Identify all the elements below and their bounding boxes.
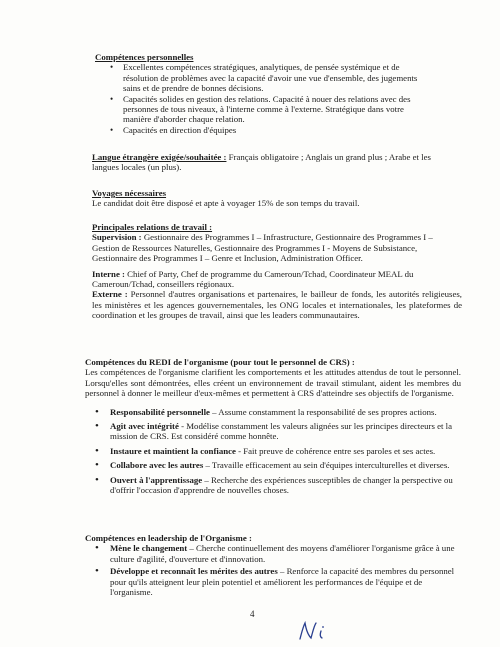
voyages-heading: Voyages nécessaires [92, 188, 167, 198]
section-redi [85, 357, 461, 495]
redi-item-title: Ouvert à l'apprentissage [110, 474, 203, 485]
redi-heading: Compétences du REDI de l'organisme (pour tout le personnel de CRS) : [85, 357, 355, 367]
supervision-text: Gestionnaire des Programmes I – Infrastructure, Gestionnaire des Programmes I – Gestion de Ressources Naturelles, Gestionnaire des Programmes I - Moyens de Subsistance, Gestionnaire des Programmes I – Genre et Inclusion, Administration Officer. [92, 232, 433, 264]
bullet-text: Excellentes compétences stratégiques, analytiques, de pensée systémique et de résolution de problèmes avec la capacité d'avoir une vue d'ensemble, des jugements sains et de prendre de bonnes décisions. [123, 62, 418, 94]
section-relations [92, 222, 462, 321]
leadership-item-text: – Renforce la capacité des membres du personnel pour qu'ils atteignent leur plein potentiel et améliorent les performances de l'équipe et de l'organisme. [110, 566, 455, 598]
bullet-icon: • [110, 62, 114, 73]
externe-paragraph [92, 289, 462, 320]
redi-item [95, 473, 461, 496]
leadership-item-text: – Cherche continuellement des moyens d'améliorer l'organisme grâce à une culture d'agilité, d'ouverture et d'innovation. [110, 543, 455, 564]
redi-item-text: - Fait preuve de cohérence entre ses paroles et ses actes. [235, 445, 436, 456]
leadership-heading: Compétences en leadership de l'Organisme : [85, 533, 252, 543]
bullet-item [110, 124, 430, 135]
bullet-item [110, 93, 430, 125]
leadership-item [95, 542, 461, 564]
relations-heading: Principales relations de travail : [92, 222, 213, 232]
voyages-text: Le candidat doit être disposé et apte à voyager 15% de son temps du travail. [92, 198, 360, 209]
redi-item-text: – Recherche des expériences susceptibles de changer la perspective ou d'offrir l'occasion d'apprendre de nouvelles choses. [110, 474, 453, 496]
redi-item [95, 444, 461, 457]
interne-paragraph [92, 269, 462, 290]
interne-text: Chief of Party, Chef de programme du Cameroun/Tchad, Coordinateur MEAL du Cameroun/Tchad, conseillers régionaux. [92, 268, 414, 290]
bullet-icon: • [95, 459, 99, 472]
bullet-icon: • [110, 124, 114, 135]
leadership-item-title: Mène le changement [110, 543, 188, 554]
initials-signature [296, 619, 336, 643]
page-number: 4 [250, 609, 255, 619]
redi-item-title: Collabore avec les autres [110, 460, 204, 471]
redi-item [95, 420, 461, 442]
externe-text: Personnel d'autres organisations et partenaires, le bailleur de fonds, les autorités religieuses, les ministères et les agences gouvernementales, les ONG locales et internationales, les plateformes de coordination et les groupes de travail, ainsi que les leaders communautaires. [92, 289, 462, 321]
section-voyages [92, 188, 458, 209]
redi-item-title: Instaure et maintient la confiance [110, 445, 236, 456]
langue-text: Français obligatoire ; Anglais un grand plus ; Arabe et les langues locales (un plus). [92, 152, 431, 173]
supervision-label: Supervision : [92, 232, 142, 243]
section-competences-personnelles [95, 52, 430, 135]
redi-item-text: – Assume constamment la responsabilité de ses propres actions. [209, 406, 437, 417]
bullet-icon: • [95, 542, 99, 555]
redi-item-text: – Travaille efficacement au sein d'équipes interculturelles et diverses. [203, 460, 450, 471]
redi-intro: Les compétences de l'organisme clarifient les comportements et les attitudes attendus de tout le personnel. Lorsqu'elles sont démontrées, elles créent un environnement de travail stimulant, aident les membres du personnel à donner le meilleur d'eux-mêmes et permettent à CRS d'atteindre ses objectifs de l'organisme. [85, 367, 461, 399]
section-leadership [85, 533, 461, 597]
section-langue [92, 152, 458, 173]
competences-personnelles-heading: Compétences personnelles [95, 52, 194, 62]
bullet-icon: • [95, 473, 99, 486]
bullet-text: Capacités solides en gestion des relations. Capacité à nouer des relations avec des personnes de tous niveaux, à l'interne comme à l'externe. Stratégique dans votre manière d'aborder chaque relation. [123, 93, 411, 125]
redi-item-title: Responsabilité personnelle [110, 406, 210, 417]
interne-label: Interne : [92, 268, 125, 279]
bullet-item [110, 62, 430, 94]
langue-heading: Langue étrangère exigée/souhaitée : [92, 152, 227, 162]
redi-item-title: Agit avec intégrité [110, 421, 179, 432]
bullet-text: Capacités en direction d'équipes [123, 124, 237, 135]
redi-item-text: - Modélise constamment les valeurs alignées sur les principes directeurs et la mission de CRS. Est considéré comme honnête. [110, 421, 452, 442]
leadership-item-title: Développe et reconnaît les mérites des autres [110, 566, 278, 577]
supervision-paragraph [92, 232, 462, 263]
redi-item [95, 459, 461, 472]
bullet-icon: • [95, 405, 99, 418]
bullet-icon: • [110, 93, 114, 104]
bullet-icon: • [95, 420, 99, 433]
leadership-item [95, 565, 461, 598]
redi-item [95, 405, 461, 418]
bullet-icon: • [95, 444, 99, 457]
bullet-icon: • [95, 565, 99, 578]
externe-label: Externe : [92, 289, 128, 300]
